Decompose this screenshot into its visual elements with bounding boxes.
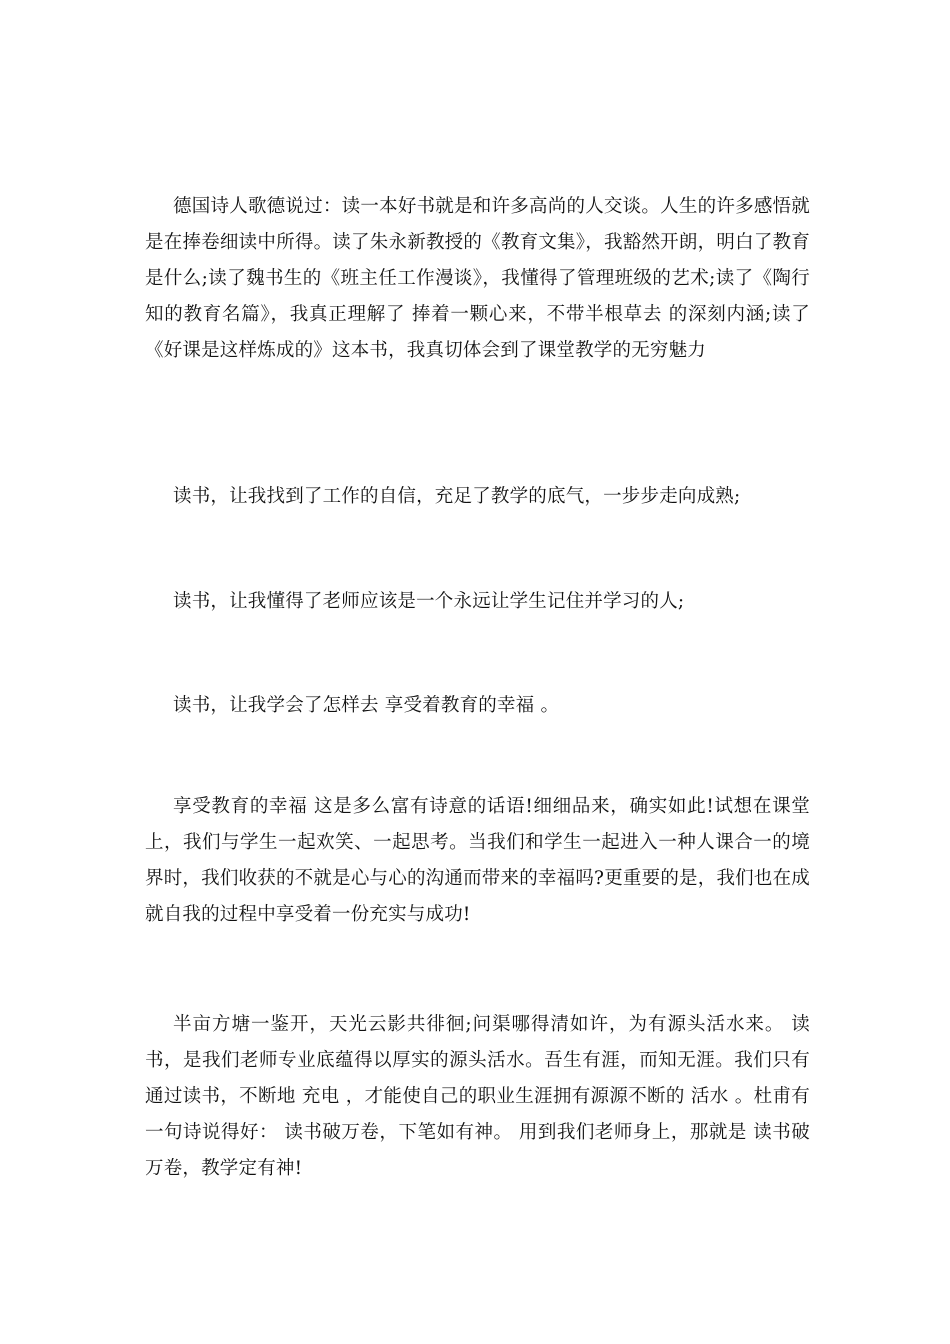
paragraph-enjoy-education: 享受教育的幸福 这是多么富有诗意的话语!细细品来，确实如此!试想在课堂上，我们与学生一起欢笑、一起思考。当我们和学生一起进入一种人课合一的境界时，我们收获的不就是心与心的沟通而带来的幸福吗?更重要的是，我们也在成就自我的过程中享受着一份充实与成功!: [145, 796, 810, 925]
paragraph-teacher-role: 读书，让我懂得了老师应该是一个永远让学生记住并学习的人;: [173, 591, 685, 612]
paragraph-living-water: 半亩方塘一鉴开，天光云影共徘徊;问渠哪得清如许，为有源头活水来。 读书，是我们老师专业底蕴得以厚实的源头活水。吾生有涯，而知无涯。我们只有通过读书，不断地 充电 ，才能使自己的职业生涯拥有源源不断的 活水 。杜甫有一句诗说得好： 读书破万卷，下笔如有神。 用到我们老师身上，那就是 读书破万卷，教学定有神!: [145, 1014, 810, 1179]
paragraph-happiness: 读书，让我学会了怎样去 享受着教育的幸福 。: [173, 695, 560, 716]
paragraph-goethe-reading: 德国诗人歌德说过：读一本好书就是和许多高尚的人交谈。人生的许多感悟就是在捧卷细读中所得。读了朱永新教授的《教育文集》，我豁然开朗，明白了教育是什么;读了魏书生的《班主任工作漫谈》，我懂得了管理班级的艺术;读了《陶行知的教育名篇》，我真正理解了 捧着一颗心来，不带半根草去 的深刻内涵;读了《好课是这样炼成的》这本书，我真切体会到了课堂教学的无穷魅力: [145, 196, 810, 361]
paragraph-confidence: 读书，让我找到了工作的自信，充足了教学的底气，一步步走向成熟;: [173, 486, 741, 507]
